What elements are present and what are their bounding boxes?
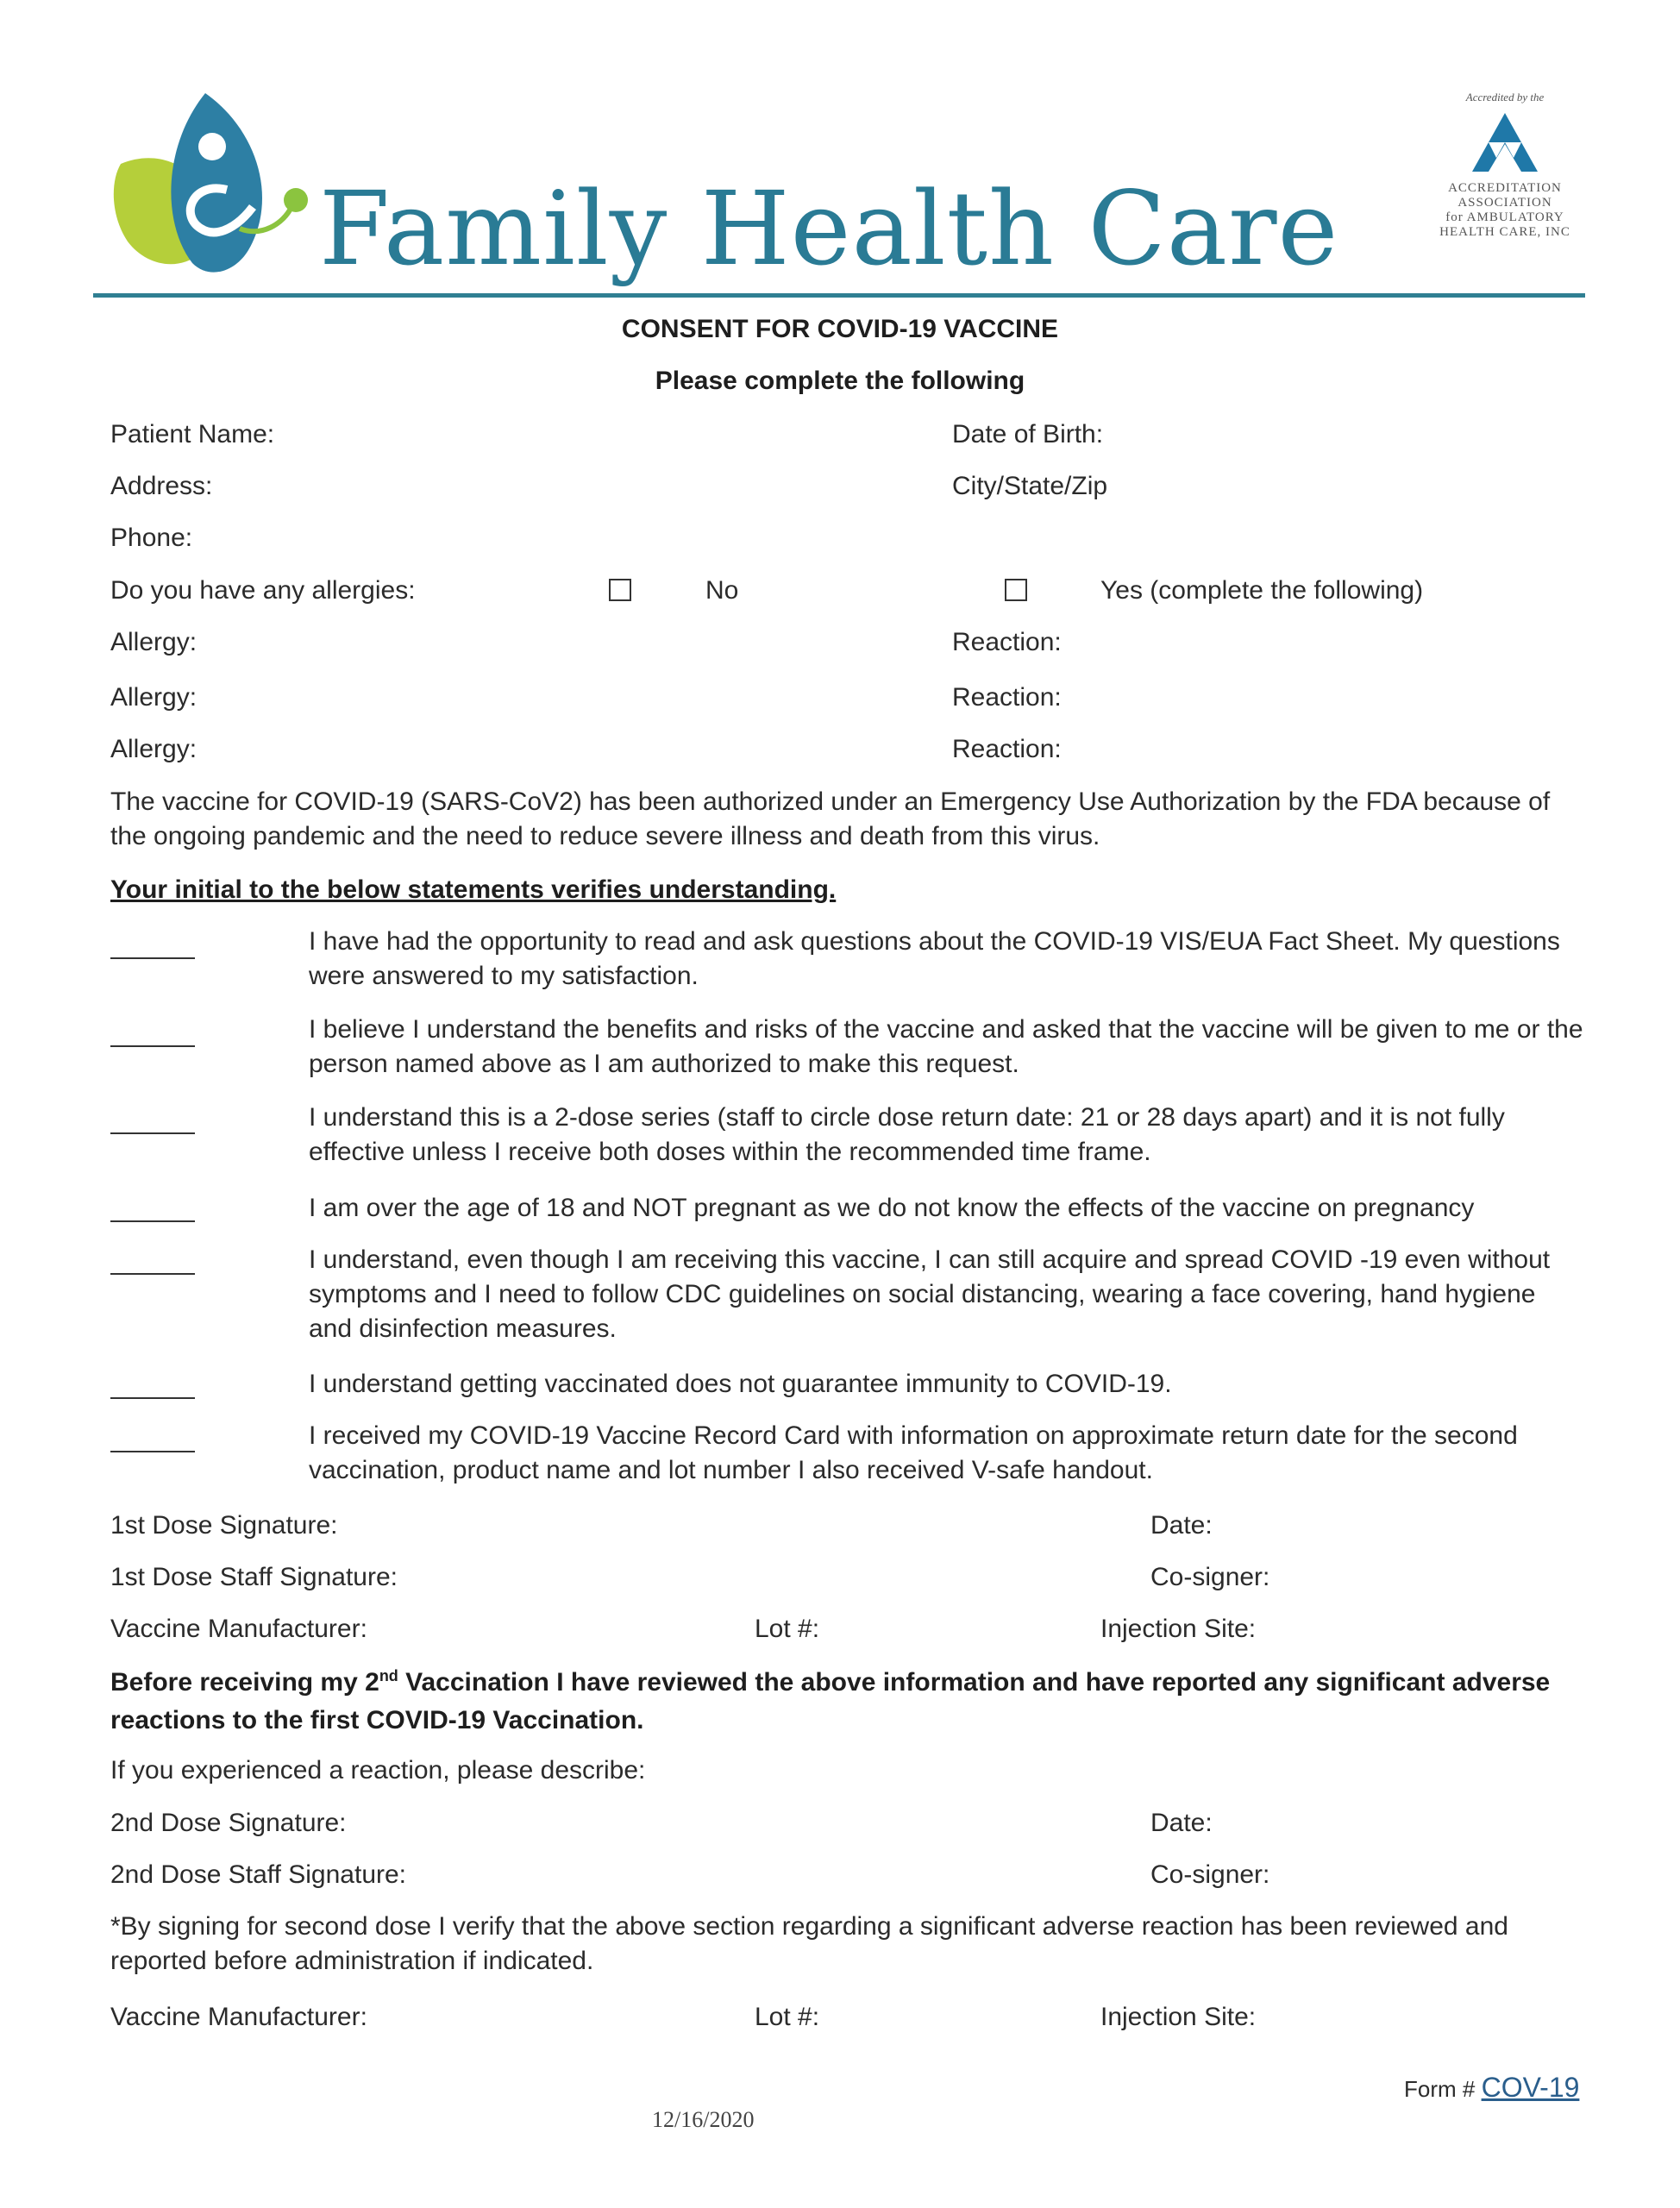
second-dose-intro	[110, 1664, 1594, 1740]
eua-paragraph: The vaccine for COVID-19 (SARS-CoV2) has been authorized under an Emergency Use Authorization by the FDA because of the ongoing pandemic and the need to reduce severe illness and death from this virus.	[110, 787, 1551, 850]
allergies-no-label: No	[705, 576, 739, 605]
statement-2: I believe I understand the benefits and risks of the vaccine and asked that the vaccine will be given to me or the person named above as I am authorized to make this request.	[309, 1015, 1583, 1078]
dose1-date-label: Date:	[1150, 1511, 1213, 1540]
address-label: Address:	[110, 472, 213, 500]
dose2-date-label: Date:	[1150, 1809, 1213, 1837]
second-dose-intro-part-1: Before receiving my 2	[110, 1668, 379, 1697]
footer-date: 12/16/2020	[652, 2107, 755, 2132]
accreditation-line-2: ASSOCIATION	[1457, 196, 1552, 210]
form-number-label: Form #	[1404, 2076, 1476, 2102]
form-subtitle: Please complete the following	[655, 367, 1025, 395]
city-state-zip-label: City/State/Zip	[952, 472, 1108, 500]
logo	[110, 86, 326, 293]
dose2-signature-label: 2nd Dose Signature:	[110, 1809, 347, 1837]
initial-blank-1[interactable]	[110, 957, 195, 959]
form-title: CONSENT FOR COVID-19 VACCINE	[621, 315, 1059, 343]
date-of-birth-label: Date of Birth:	[952, 420, 1104, 448]
triangle-logo-icon	[1470, 111, 1539, 173]
statement-4: I am over the age of 18 and NOT pregnant as we do not know the effects of the vaccine on pregnancy	[309, 1194, 1475, 1222]
statement-6: I understand getting vaccinated does not guarantee immunity to COVID-19.	[309, 1370, 1172, 1398]
initial-blank-3[interactable]	[110, 1132, 195, 1134]
signing-note: *By signing for second dose I verify that the above section regarding a significant adverse reaction has been reviewed and reported before administration if indicated.	[110, 1912, 1508, 1975]
reaction-describe-label: If you experienced a reaction, please describe:	[110, 1756, 646, 1785]
reaction-label-1: Reaction:	[952, 628, 1062, 656]
dose2-cosigner-label: Co-signer:	[1150, 1860, 1270, 1889]
logo-text: Family Health Care	[319, 169, 1339, 288]
initial-blank-5[interactable]	[110, 1273, 195, 1275]
accreditation-line-1: ACCREDITATION	[1448, 181, 1562, 195]
initial-blank-7[interactable]	[110, 1451, 195, 1452]
accreditation-line-3: for AMBULATORY	[1445, 210, 1564, 224]
allergy-label-3: Allergy:	[110, 735, 197, 763]
dose1-staff-signature-label: 1st Dose Staff Signature:	[110, 1563, 398, 1591]
accreditation-top-text: Accredited by the	[1465, 91, 1545, 104]
statement-1: I have had the opportunity to read and ask questions about the COVID-19 VIS/EUA Fact Sheet. My questions were answered to my satisfaction.	[309, 927, 1560, 990]
accreditation-badge	[1414, 91, 1595, 240]
second-dose-intro-part-2: Vaccination I have reviewed the above information and have reported any significant adverse reactions to the first COVID-19 Vaccination.	[110, 1668, 1551, 1734]
initial-blank-6[interactable]	[110, 1397, 195, 1399]
initial-blank-4[interactable]	[110, 1220, 195, 1222]
logo-mark-icon	[110, 86, 326, 293]
dose2-injection-site-label: Injection Site:	[1100, 2003, 1257, 2031]
dose2-manufacturer-label: Vaccine Manufacturer:	[110, 2003, 367, 2031]
dose2-staff-signature-label: 2nd Dose Staff Signature:	[110, 1860, 407, 1889]
allergy-label-1: Allergy:	[110, 628, 197, 656]
dose1-signature-label: 1st Dose Signature:	[110, 1511, 338, 1540]
accreditation-line-4: HEALTH CARE, INC	[1439, 225, 1570, 239]
dose2-lot-label: Lot #:	[755, 2003, 820, 2031]
form-number-value: COV-19	[1481, 2072, 1580, 2103]
allergy-label-2: Allergy:	[110, 683, 197, 712]
patient-name-label: Patient Name:	[110, 420, 275, 448]
allergies-question: Do you have any allergies:	[110, 576, 416, 605]
reaction-label-3: Reaction:	[952, 735, 1062, 763]
statement-5: I understand, even though I am receiving this vaccine, I can still acquire and spread COVID -19 even without symptoms and I need to follow CDC guidelines on social distancing, wearing a face covering, hand hygiene and disinfection measures.	[309, 1245, 1551, 1343]
header-divider	[93, 293, 1585, 298]
statement-3: I understand this is a 2-dose series (staff to circle dose return date: 21 or 28 days apart) and it is not fully effective unless I receive both doses within the recommended time frame.	[309, 1103, 1505, 1166]
phone-label: Phone:	[110, 524, 193, 552]
reaction-label-2: Reaction:	[952, 683, 1062, 712]
allergies-no-checkbox[interactable]	[609, 579, 631, 601]
second-dose-intro-superscript: nd	[379, 1667, 398, 1684]
dose1-manufacturer-label: Vaccine Manufacturer:	[110, 1615, 367, 1643]
allergies-yes-checkbox[interactable]	[1005, 579, 1027, 601]
initial-heading: Your initial to the below statements verifies understanding.	[110, 875, 837, 904]
dose1-injection-site-label: Injection Site:	[1100, 1615, 1257, 1643]
initial-blank-2[interactable]	[110, 1045, 195, 1047]
allergies-yes-label: Yes (complete the following)	[1100, 576, 1424, 605]
dose1-cosigner-label: Co-signer:	[1150, 1563, 1270, 1591]
dose1-lot-label: Lot #:	[755, 1615, 820, 1643]
form-number	[1404, 2070, 1579, 2106]
statement-7: I received my COVID-19 Vaccine Record Card with information on approximate return date for the second vaccination, product name and lot number I also received V-safe handout.	[309, 1421, 1518, 1484]
